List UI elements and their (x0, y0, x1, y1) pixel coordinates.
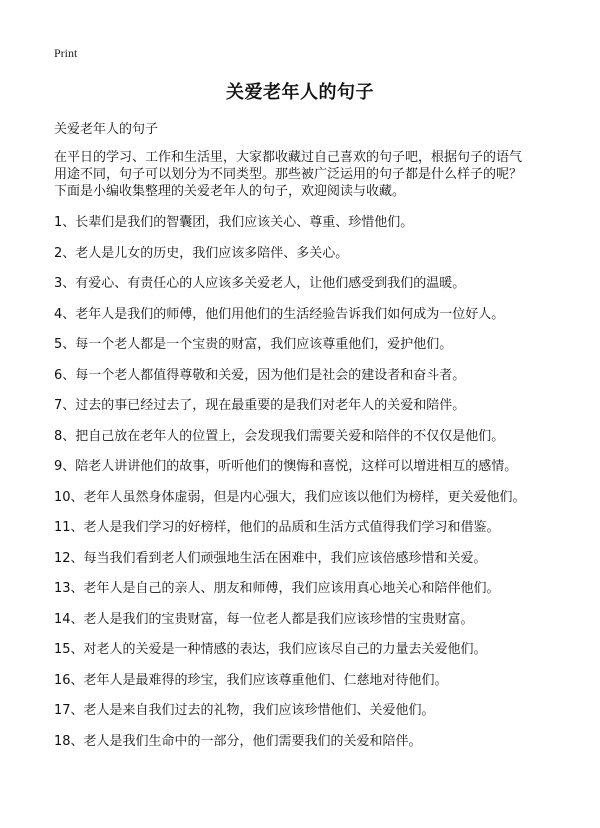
intro-paragraph (54, 149, 554, 200)
list-item: 1、长辈们是我们的智囊团，我们应该关心、尊重、珍惜他们。 (54, 215, 414, 230)
list-item: 2、老人是儿女的历史，我们应该多陪伴、多关心。 (54, 245, 349, 261)
list-item: 11、老人是我们学习的好榜样，他们的品质和生活方式值得我们学习和借鉴。 (54, 520, 500, 535)
list-item: 7、过去的事已经过去了，现在最重要的是我们对老年人的关爱和陪伴。 (54, 398, 466, 413)
list-item: 18、老人是我们生命中的一部分，他们需要我们的关爱和陪伴。 (54, 733, 422, 749)
list-item: 4、老年人是我们的师傅，他们用他们的生活经验告诉我们如何成为一位好人。 (54, 306, 505, 322)
list-item: 13、老年人是自己的亲人、朋友和师傅，我们应该用真心地关心和陪伴他们。 (54, 581, 500, 596)
list-item: 3、有爱心、有责任心的人应该多关爱老人，让他们感受到我们的温暖。 (54, 276, 466, 291)
list-item: 10、老年人虽然身体虚弱，但是内心强大，我们应该以他们为榜样，更关爱他们。 (54, 489, 526, 505)
list-item: 9、陪老人讲讲他们的故事，听听他们的懊悔和喜悦，这样可以增进相互的感情。 (54, 459, 518, 474)
subtitle: 关爱老年人的句子 (54, 122, 159, 137)
list-item: 14、老人是我们的宝贵财富，每一位老人都是我们应该珍惜的宝贵财富。 (54, 611, 474, 627)
print-link[interactable]: Print (54, 46, 78, 60)
page-title: 关爱老年人的句子 (226, 82, 374, 103)
list-item: 6、每一个老人都值得尊敬和关爱，因为他们是社会的建设者和奋斗者。 (54, 367, 466, 383)
intro-line: 下面是小编收集整理的关爱老年人的句子，欢迎阅读与收藏。 (54, 184, 406, 199)
intro-line: 在平日的学习、工作和生活里，大家都收藏过自己喜欢的句子吧，根据句子的语气 (54, 150, 523, 165)
list-item: 12、每当我们看到老人们顽强地生活在困难中，我们应该倍感珍惜和关爱。 (54, 550, 487, 566)
list-item: 17、老人是来自我们过去的礼物，我们应该珍惜他们、关爱他们。 (54, 703, 435, 718)
list-item: 8、把自己放在老年人的位置上，会发现我们需要关爱和陪伴的不仅仅是他们。 (54, 428, 505, 444)
intro-line: 用途不同，句子可以划分为不同类型。那些被广泛运用的句子都是什么样子的呢？ (54, 167, 523, 182)
list-item: 16、老年人是最难得的珍宝，我们应该尊重他们、仁慈地对待他们。 (54, 672, 448, 688)
list-item: 5、每一个老人都是一个宝贵的财富，我们应该尊重他们，爱护他们。 (54, 337, 453, 352)
list-item: 15、对老人的关爱是一种情感的表达，我们应该尽自己的力量去关爱他们。 (54, 642, 487, 657)
sentence-list (54, 213, 564, 762)
